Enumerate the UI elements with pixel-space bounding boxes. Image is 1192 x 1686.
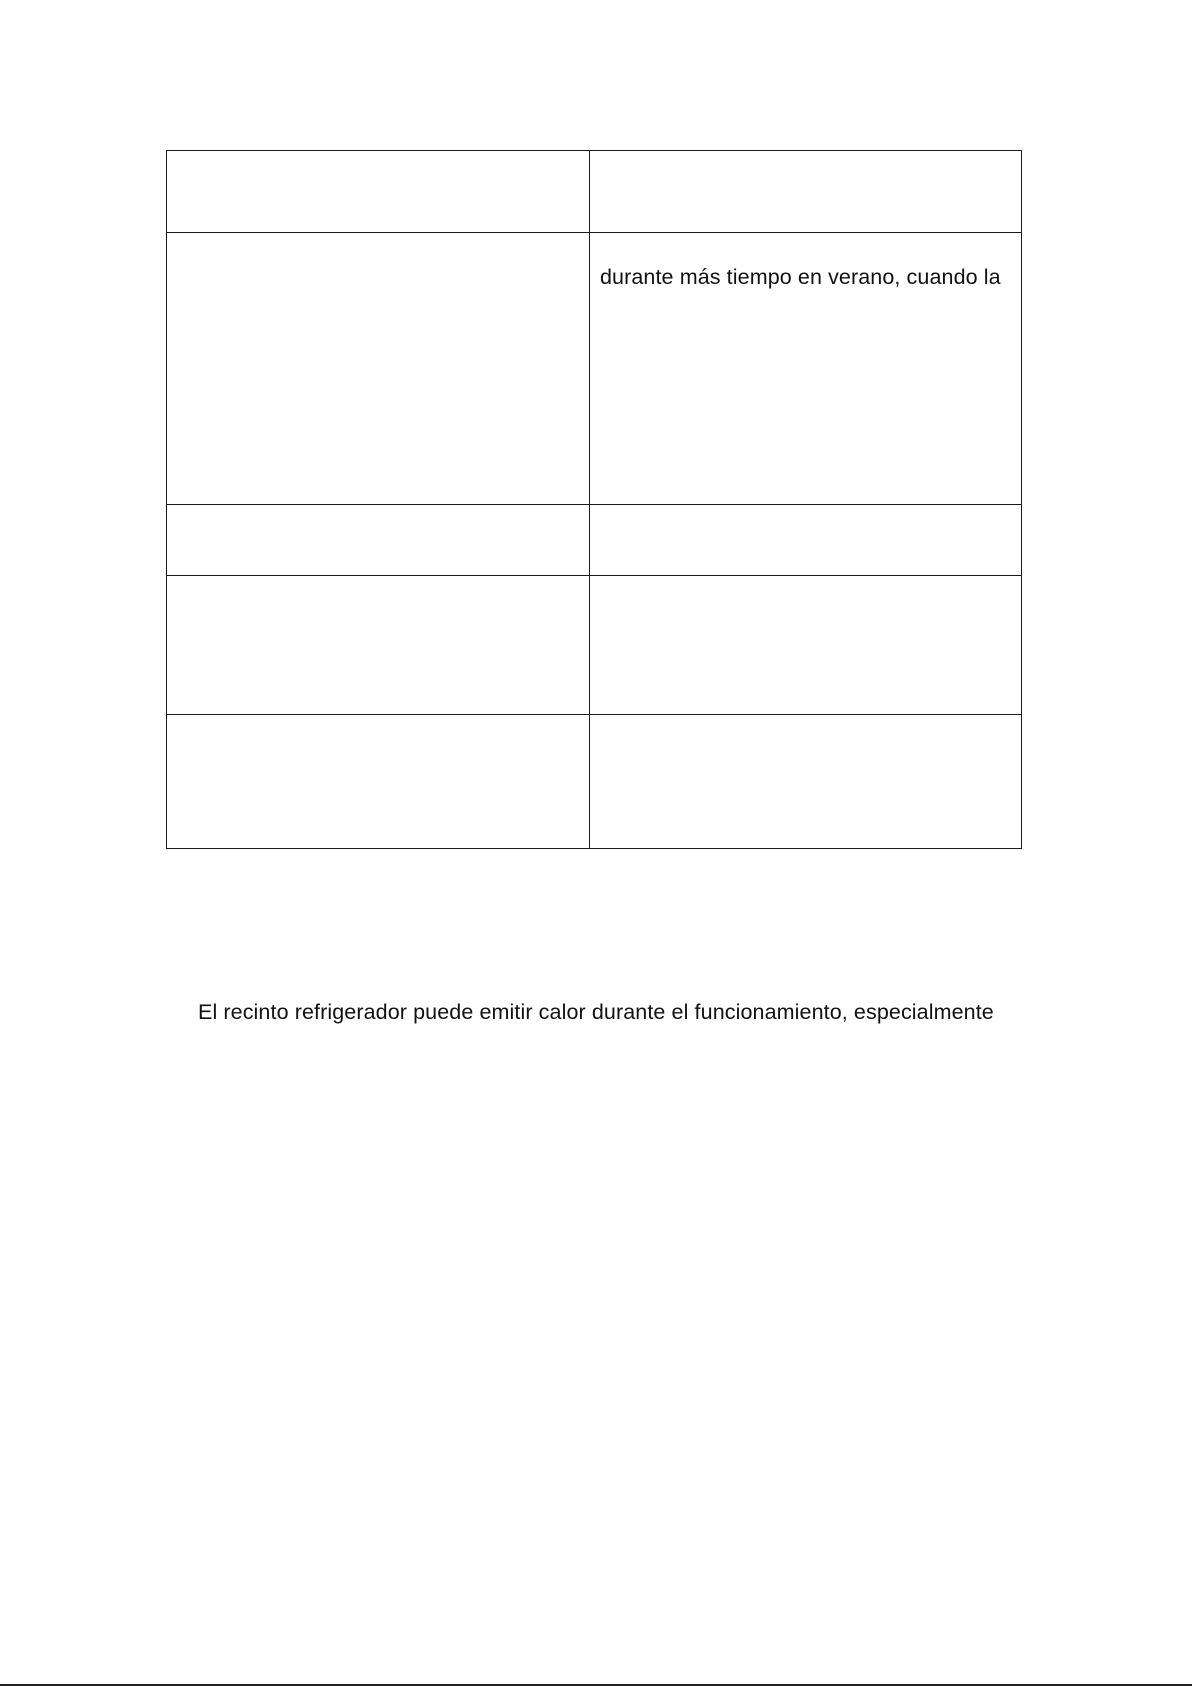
table-row [167, 715, 1022, 849]
table-cell-left [167, 151, 590, 233]
content-table [166, 150, 1022, 849]
table-row [167, 576, 1022, 715]
table-cell-left [167, 715, 590, 849]
table-row [167, 233, 1022, 505]
body-paragraph: El recinto refrigerador puede emitir calor durante el funcionamiento, especialmente [198, 1000, 994, 1024]
table-cell-right [590, 576, 1022, 715]
table-cell-left [167, 505, 590, 576]
table-cell-right [590, 715, 1022, 849]
table-cell-left [167, 576, 590, 715]
table-row [167, 505, 1022, 576]
table-cell-left [167, 233, 590, 505]
table-cell-right [590, 505, 1022, 576]
table-cell-right [590, 151, 1022, 233]
table-cell-right [590, 233, 1022, 505]
table-row [167, 151, 1022, 233]
cell-text: durante más tiempo en verano, cuando la [600, 265, 1001, 289]
